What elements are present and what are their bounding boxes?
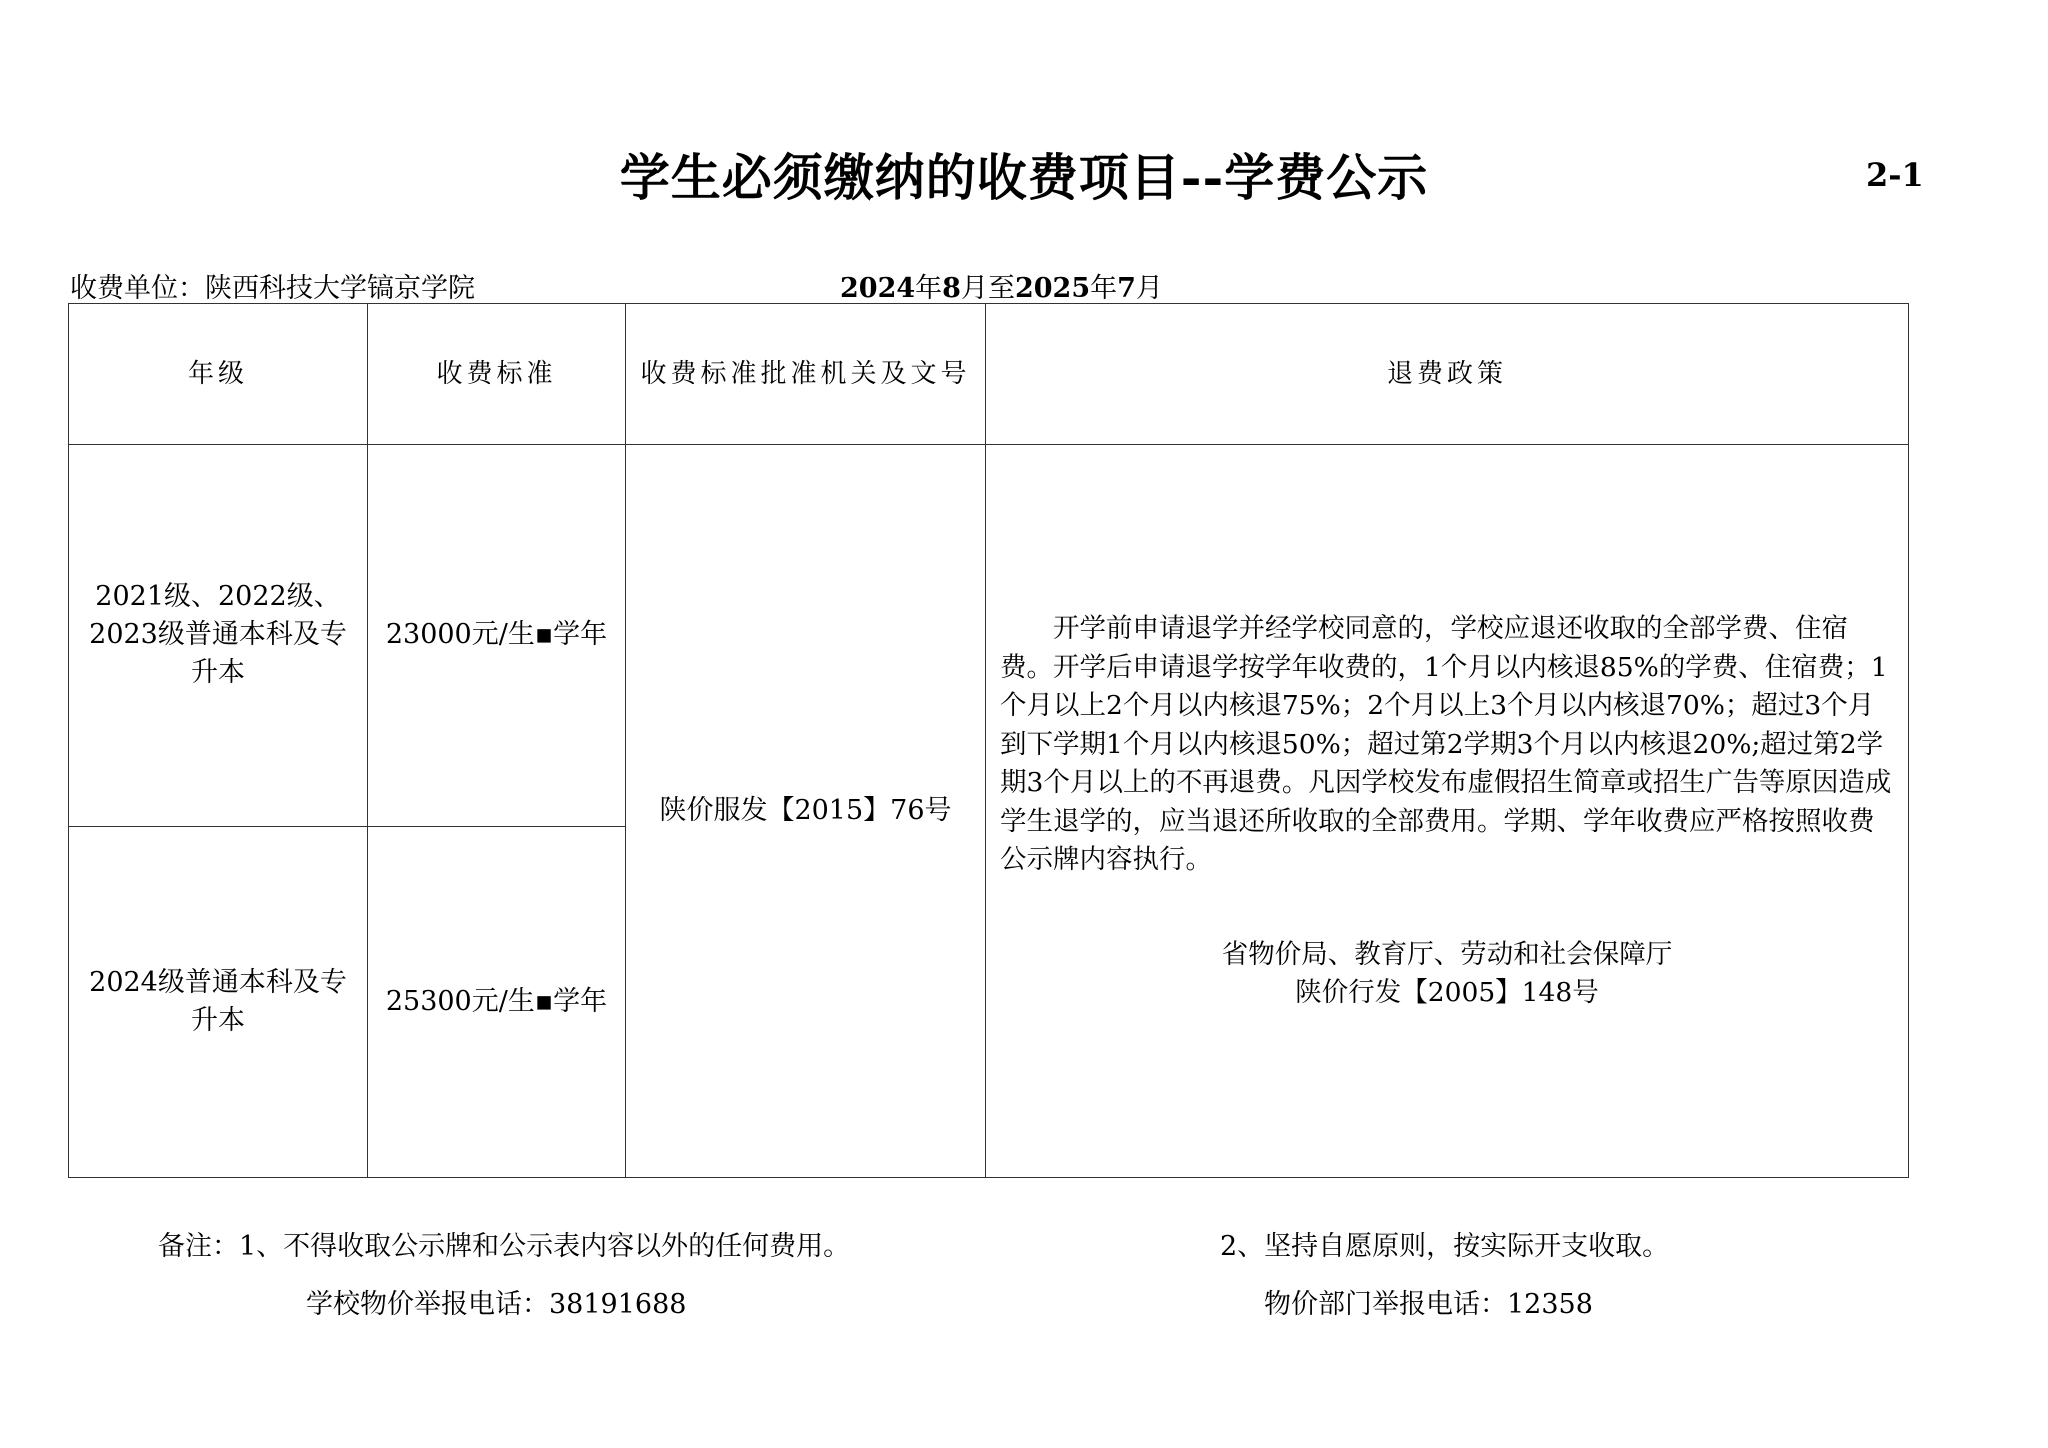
header-refund-policy: 退费政策	[986, 304, 1909, 445]
header-approval: 收费标准批准机关及文号	[626, 304, 986, 445]
page-title: 学生必须缴纳的收费项目--学费公示	[619, 148, 1429, 207]
note-1: 备注：1、不得收取公示牌和公示表内容以外的任何费用。	[158, 1231, 851, 1262]
note-2: 2、坚持自愿原则，按实际开支收取。	[1220, 1231, 1670, 1262]
grade-cell: 2024级普通本科及专升本	[69, 826, 368, 1177]
header-grade: 年级	[69, 304, 368, 445]
table-header-row	[69, 304, 1909, 445]
fee-period	[840, 266, 1163, 305]
refund-authority: 省物价局、教育厅、劳动和社会保障厅	[1221, 938, 1673, 970]
refund-document-number: 陕价行发【2005】148号	[1295, 976, 1599, 1008]
school-hotline: 学校物价举报电话：38191688	[306, 1289, 687, 1320]
header-fee-standard: 收费标准	[368, 304, 626, 445]
table-row	[69, 445, 1909, 826]
period-month-to: 月至	[960, 273, 1015, 304]
period-end-month: 7	[1117, 273, 1136, 304]
period-start-month: 8	[942, 273, 961, 304]
period-year-char-2: 年	[1090, 273, 1118, 304]
refund-policy-authority	[1000, 936, 1894, 1012]
refund-policy-cell	[986, 445, 1909, 1178]
price-hotline: 物价部门举报电话：12358	[1264, 1289, 1593, 1320]
approval-cell: 陕价服发【2015】76号	[626, 445, 986, 1178]
period-month-char: 月	[1135, 273, 1163, 304]
fee-cell: 25300元/生▪学年	[368, 826, 626, 1177]
page-code: 2-1	[1866, 156, 1924, 194]
period-year-char: 年	[915, 273, 943, 304]
fee-table	[68, 303, 1909, 1178]
fee-cell: 23000元/生▪学年	[368, 445, 626, 826]
refund-policy-text: 开学前申请退学并经学校同意的，学校应退还收取的全部学费、住宿费。开学后申请退学按学年收费的，1个月以内核退85%的学费、住宿费；1个月以上2个月以内核退75%；2个月以上3个月以内核退70%；超过3个月到下学期1个月以内核退50%；超过第2学期3个月以内核退20%;超过第2学期3个月以上的不再退费。凡因学校发布虚假招生简章或招生广告等原因造成学生退学的，应当退还所收取的全部费用。学期、学年收费应严格按照收费公示牌内容执行。	[1000, 613, 1892, 876]
fee-unit: 收费单位：陕西科技大学镐京学院	[70, 273, 475, 304]
grade-cell: 2021级、2022级、2023级普通本科及专升本	[69, 445, 368, 826]
period-start-year: 2024	[840, 273, 916, 304]
period-end-year: 2025	[1014, 273, 1091, 304]
